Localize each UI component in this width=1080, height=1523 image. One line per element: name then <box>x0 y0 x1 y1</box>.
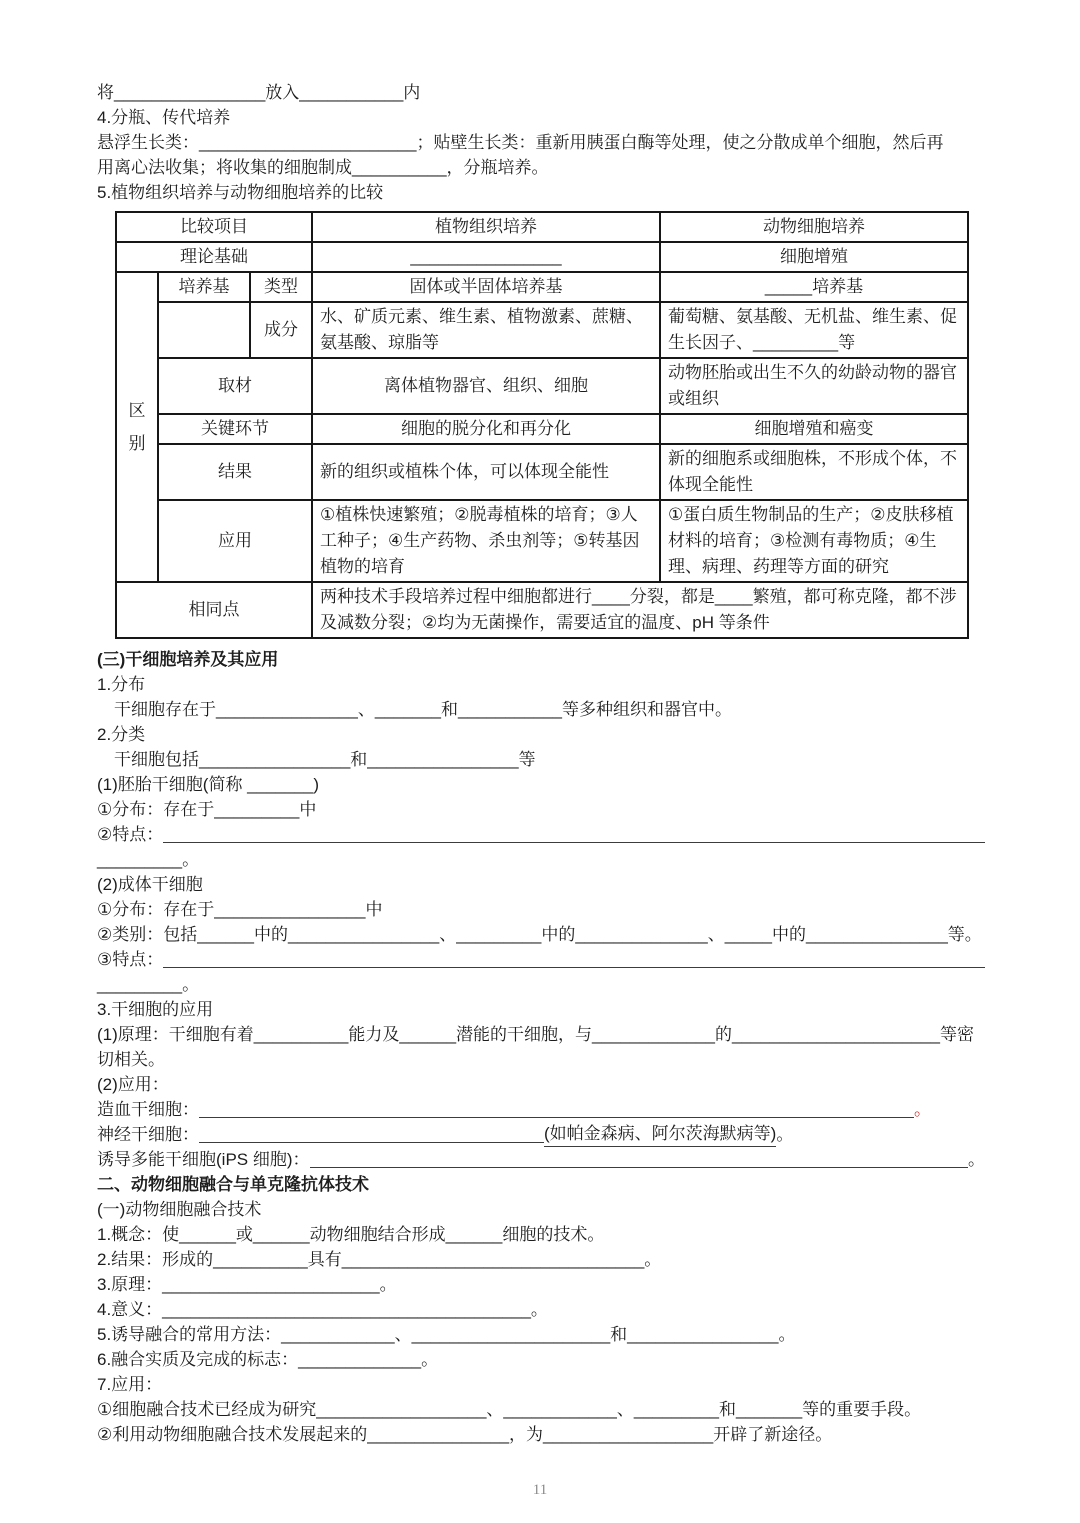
line-annotation: (如帕金森病、阿尔茨海默病等) <box>544 1121 776 1147</box>
cell-animal-header: 动物细胞培养 <box>660 212 968 242</box>
text-line-blank-fill: (1)胚胎干细胞(简称 _______) <box>97 775 320 794</box>
table-row <box>116 582 968 638</box>
line-prefix: ②特点： <box>97 825 164 844</box>
table-row <box>116 500 968 582</box>
cell-type-animal: _____培养基 <box>660 272 968 302</box>
table-row <box>116 444 968 500</box>
text-line-blank-fill: 5.诱导融合的常用方法：____________、_____________________和________________。 <box>97 1325 796 1344</box>
text-line-blank-fill: ②利用动物细胞融合技术发展起来的_______________，为__________________开辟了新途径。 <box>97 1425 833 1444</box>
stem-class-heading: 2.分类 <box>97 725 146 744</box>
blank-continuation-line: _________。 <box>97 850 200 869</box>
cell-theory-plant: ________________ <box>312 242 660 272</box>
cell-difference-label <box>116 272 158 582</box>
cell-compare-header: 比较项目 <box>116 212 312 242</box>
blank-line <box>97 1122 985 1147</box>
cell-component-animal: 葡萄糖、氨基酸、无机盐、维生素、促生长因子、_________等 <box>660 302 968 358</box>
text-line: 切相关。 <box>97 1050 165 1069</box>
text-line-blank-fill: 3.原理：_______________________。 <box>97 1275 397 1294</box>
cell-medium-label: 培养基 <box>158 272 250 302</box>
stem-application-heading: 3.干细胞的应用 <box>97 1000 214 1019</box>
cell-same-label: 相同点 <box>116 582 312 638</box>
line-suffix: 。 <box>968 1150 985 1169</box>
blank-line <box>97 1147 985 1172</box>
text-line-blank-fill: 干细胞包括________________和________________等 <box>97 750 536 769</box>
cell-type-label: 类型 <box>250 272 312 302</box>
stem-dist-heading: 1.分布 <box>97 675 146 694</box>
text-line: 悬浮生长类：_______________________；贴壁生长类：重新用胰蛋白酶等处理，使之分散成单个细胞，然后再 <box>97 133 944 152</box>
text-line: 7.应用： <box>97 1375 163 1394</box>
blank-underline <box>310 1167 969 1168</box>
cell-component-plant: 水、矿质元素、维生素、植物激素、蔗糖、氨基酸、琼脂等 <box>312 302 660 358</box>
cell-theory-label: 理论基础 <box>116 242 312 272</box>
cell-material-animal: 动物胚胎或出生不久的幼龄动物的器官或组织 <box>660 358 968 414</box>
text-line-blank-fill: ①分布：存在于_________中 <box>97 800 317 819</box>
cell-result-plant: 新的组织或植株个体，可以体现全能性 <box>312 444 660 500</box>
line-prefix: 造血干细胞： <box>97 1100 199 1119</box>
text-line-blank-fill: ①细胞融合技术已经成为研究__________________、____________、_________和_______等的重要手段。 <box>97 1400 922 1419</box>
text-line-blank-fill: 1.概念：使______或______动物细胞结合形成______细胞的技术。 <box>97 1225 605 1244</box>
text-line-blank-fill: (1)原理：干细胞有着__________能力及______潜能的干细胞，与_____________的______________________等密 <box>97 1025 974 1044</box>
blank-underline <box>199 1117 914 1118</box>
table-row <box>116 272 968 302</box>
blank-underline <box>163 967 985 968</box>
cell-medium-empty <box>158 302 250 358</box>
text-line-blank-fill: 干细胞存在于_______________、_______和___________等多种组织和器官中。 <box>97 700 733 719</box>
cell-type-plant: 固体或半固体培养基 <box>312 272 660 302</box>
line-suffix: 。 <box>776 1125 794 1144</box>
cell-material-label: 取材 <box>158 358 312 414</box>
cell-result-label: 结果 <box>158 444 312 500</box>
cell-same-content: 两种技术手段培养过程中细胞都进行____分裂，都是____繁殖，都可称克隆，都不涉及减数分裂；②均为无菌操作，需要适宜的温度、pH 等条件 <box>312 582 968 638</box>
cell-material-plant: 离体植物器官、组织、细胞 <box>312 358 660 414</box>
text-line-blank-fill: ①分布：存在于________________中 <box>97 900 383 919</box>
page-number: 11 <box>532 1482 548 1498</box>
text-line-blank-fill: 6.融合实质及完成的标志：_____________。 <box>97 1350 439 1369</box>
cell-application-label: 应用 <box>158 500 312 582</box>
fusion-section-heading: 二、动物细胞融合与单克隆抗体技术 <box>97 1175 369 1194</box>
line-prefix: ③特点： <box>97 950 164 969</box>
cell-result-animal: 新的细胞系或细胞株，不形成个体，不体现全能性 <box>660 444 968 500</box>
section-5-heading: 5.植物组织培养与动物细胞培养的比较 <box>97 183 384 202</box>
difference-label-text: 区别 <box>128 401 146 453</box>
comparison-table <box>115 211 969 639</box>
line-prefix: 神经干细胞： <box>97 1125 199 1144</box>
text-line: 用离心法收集；将收集的细胞制成__________，分瓶培养。 <box>97 158 549 177</box>
blank-line <box>97 822 985 847</box>
cell-keystep-label: 关键环节 <box>158 414 312 444</box>
text-line-blank-fill: 2.结果：形成的__________具有________________________________。 <box>97 1250 662 1269</box>
cell-component-label: 成分 <box>250 302 312 358</box>
table-row <box>116 358 968 414</box>
text-line: (2)成体干细胞 <box>97 875 203 894</box>
blank-continuation-line: _________。 <box>97 975 200 994</box>
cell-keystep-plant: 细胞的脱分化和再分化 <box>312 414 660 444</box>
cell-theory-animal: 细胞增殖 <box>660 242 968 272</box>
text-line: (2)应用： <box>97 1075 169 1094</box>
text-line-blank-fill: 4.意义：_______________________________________。 <box>97 1300 548 1319</box>
blank-underline <box>199 1142 544 1143</box>
blank-line <box>97 1097 985 1122</box>
cell-plant-header: 植物组织培养 <box>312 212 660 242</box>
text-line-blank-fill: ②类别：包括______中的________________、_________中的______________、_____中的_______________等。 <box>97 925 982 944</box>
blank-underline <box>163 842 985 843</box>
table-row <box>116 302 968 358</box>
cell-keystep-animal: 细胞增殖和癌变 <box>660 414 968 444</box>
cell-application-animal: ①蛋白质生物制品的生产；②皮肤移植材料的培育；③检测有毒物质；④生理、病理、药理等方面的研究 <box>660 500 968 582</box>
table-row <box>116 212 968 242</box>
section-4-heading: 4.分瓶、传代培养 <box>97 108 231 127</box>
red-period: 。 <box>914 1100 931 1119</box>
text-line-blank-fill: 将________________放入___________内 <box>97 83 421 102</box>
blank-line <box>97 947 985 972</box>
table-row <box>116 414 968 444</box>
table-row <box>116 242 968 272</box>
stem-section-heading: (三)干细胞培养及其应用 <box>97 650 279 669</box>
cell-application-plant: ①植株快速繁殖；②脱毒植株的培育；③人工种子；④生产药物、杀虫剂等；⑤转基因植物的培育 <box>312 500 660 582</box>
fusion-sub-heading: (一)动物细胞融合技术 <box>97 1200 262 1219</box>
line-prefix: 诱导多能干细胞(iPS 细胞)： <box>97 1150 310 1169</box>
